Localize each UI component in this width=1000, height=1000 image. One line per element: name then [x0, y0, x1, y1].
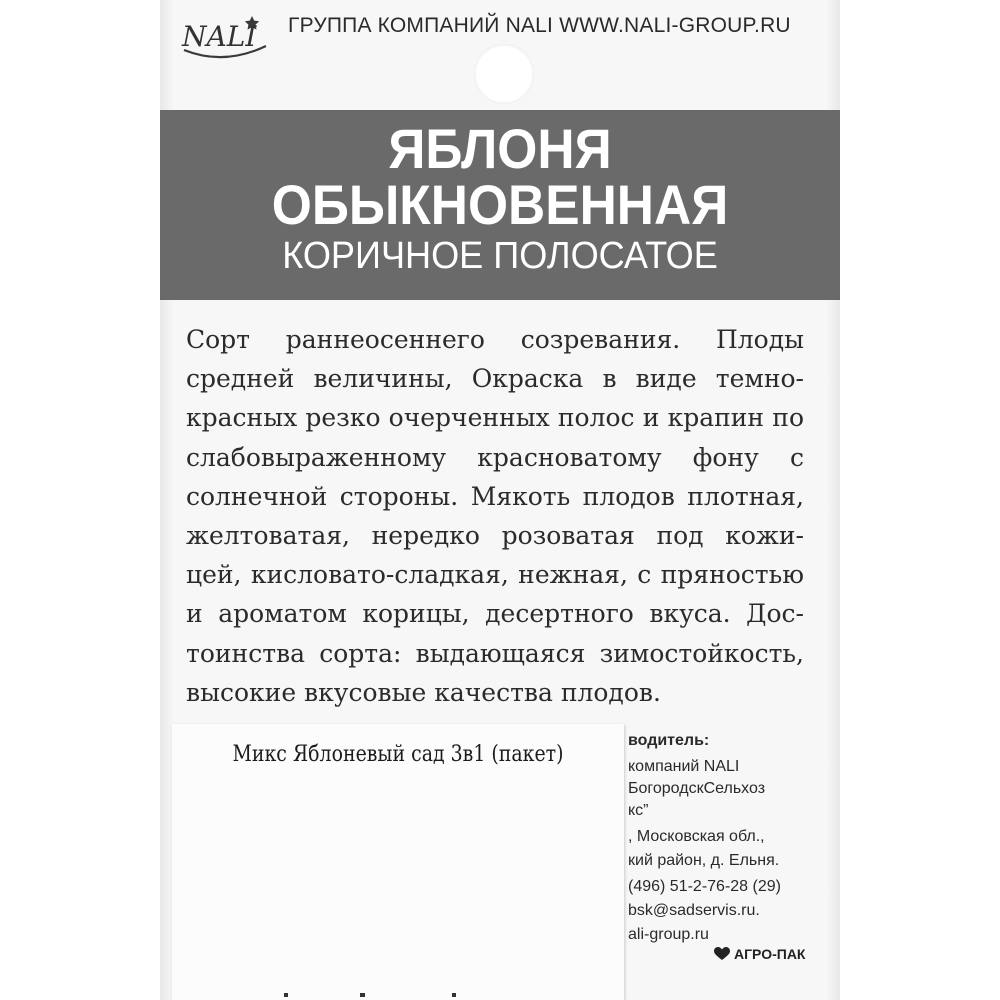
nali-logo	[178, 10, 270, 64]
title-band	[160, 110, 840, 300]
variety-subtitle: КОРИЧНОЕ ПОЛОСАТОЕ	[282, 235, 718, 277]
title-line-1: ЯБЛОНЯ	[388, 117, 612, 180]
manufacturer-address: , Московская обл.,	[628, 828, 765, 845]
hang-hole	[474, 44, 534, 104]
sticker-label: Микс Яблоневый сад 3в1 (пакет)	[232, 742, 564, 767]
manufacturer-line: кс”	[628, 802, 649, 819]
heart-icon	[714, 947, 730, 961]
manufacturer-line: компаний NALI	[628, 758, 740, 775]
seed-packet-card	[160, 0, 840, 1000]
manufacturer-address: кий район, д. Ельня.	[628, 852, 780, 869]
product-sticker	[172, 724, 624, 1000]
company-header: ГРУППА КОМПАНИЙ NALI WWW.NALI-GROUP.RU	[288, 14, 791, 37]
manufacturer-email: bsk@sadservis.ru.	[628, 902, 760, 919]
sticker-print-marks	[282, 992, 462, 998]
manufacturer-heading: водитель:	[628, 732, 710, 749]
agro-pak-label: АГРО-ПАК	[734, 946, 806, 962]
variety-description: Сорт раннеосеннего созревания. Плоды средней величины, Окраска в виде темно-красных резко очерченных полос и крапин по слабовыраженному красноватому фону с солнечной стороны. Мякоть плодов плотная, желтоватая, нередко розоватая под кожи-цей, кисловато-сладкая, нежная, с пряностью и ароматом корицы, десертного вкуса. Дос-тоинства сорта: выдающаяся зимостойкость, высокие вкусовые качества плодов.	[186, 325, 804, 707]
title-line-2: ОБЫКНОВЕННАЯ	[271, 173, 729, 236]
agro-pak-brand	[714, 946, 805, 962]
manufacturer-website: ali-group.ru	[628, 926, 709, 943]
logo-text: NALI	[182, 20, 257, 53]
manufacturer-phone: (496) 51-2-76-28 (29)	[628, 878, 781, 895]
manufacturer-line: БогородскСельхоз	[628, 780, 766, 797]
